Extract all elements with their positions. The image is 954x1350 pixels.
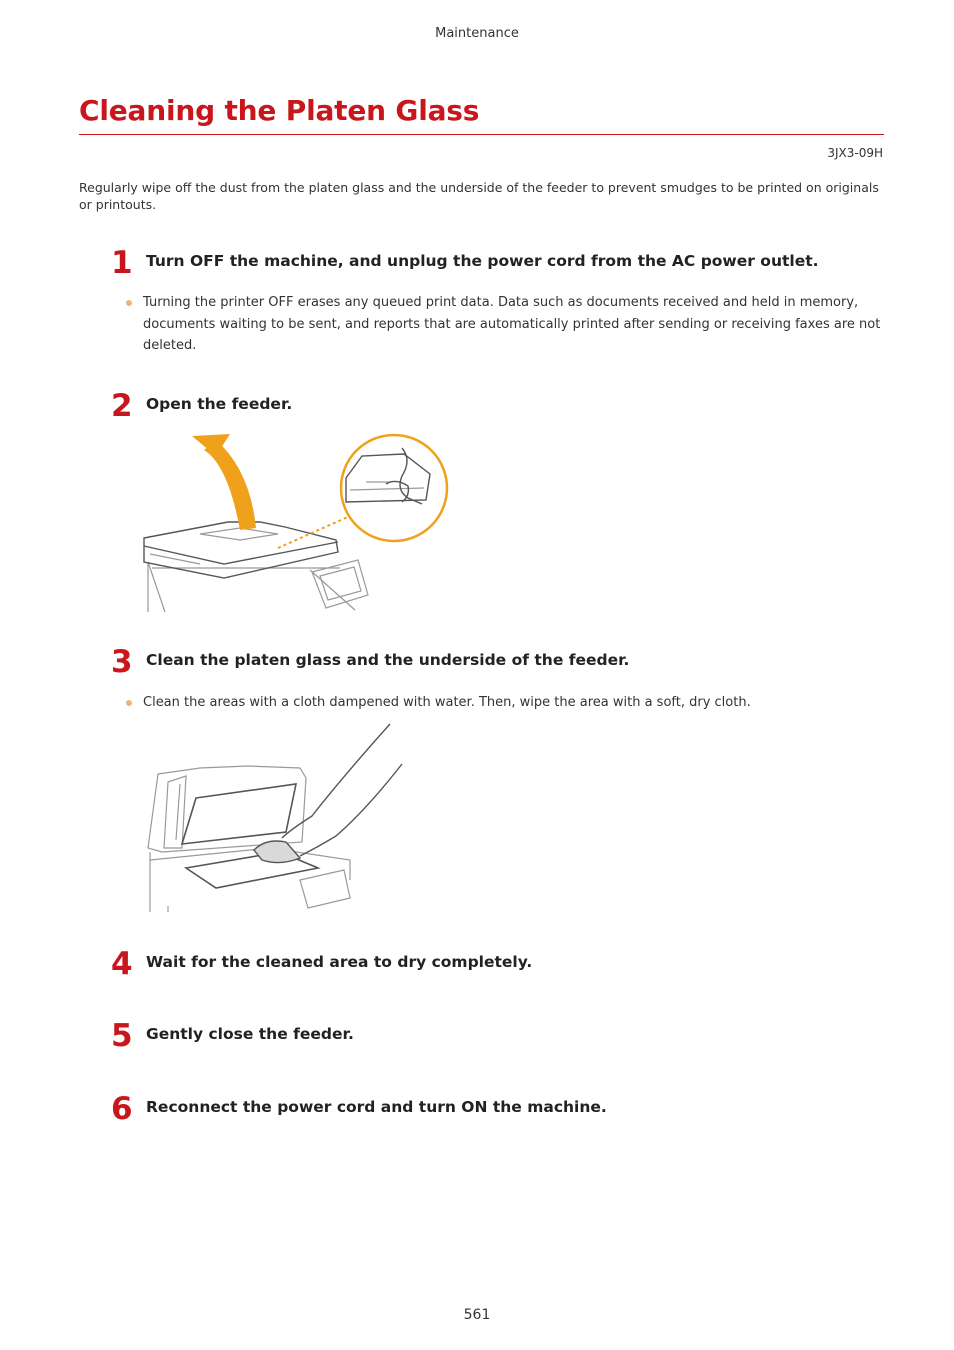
running-header: Maintenance [435, 26, 519, 41]
step-1-note: Turning the printer OFF erases any queued print data. Data such as documents received and held in memory, documents waiting to be sent, and reports that are automatically printed after sending or receiving faxes are not deleted. [143, 295, 881, 353]
intro-paragraph: Regularly wipe off the dust from the platen glass and the underside of the feeder to prevent smudges to be printed on originals or printouts. [79, 180, 879, 212]
step-3-number: 3 [111, 644, 133, 680]
bullet-icon [126, 300, 132, 306]
step-1-text: Turn OFF the machine, and unplug the power cord from the AC power outlet. [146, 252, 819, 270]
page-title: Cleaning the Platen Glass [79, 94, 480, 127]
step-4-text: Wait for the cleaned area to dry completely. [146, 953, 533, 971]
clean-platen-illustration [140, 720, 410, 912]
step-5-number: 5 [111, 1018, 133, 1054]
step-1-number: 1 [111, 245, 133, 281]
bullet-icon [126, 700, 132, 706]
step-4-number: 4 [111, 946, 133, 982]
step-2-number: 2 [111, 388, 133, 424]
step-6-number: 6 [111, 1091, 133, 1127]
step-5-text: Gently close the feeder. [146, 1025, 354, 1043]
step-3-text: Clean the platen glass and the underside of the feeder. [146, 651, 630, 669]
step-3-note: Clean the areas with a cloth dampened with water. Then, wipe the area with a soft, dry cloth. [143, 695, 751, 710]
title-divider [79, 134, 884, 135]
step-6-text: Reconnect the power cord and turn ON the machine. [146, 1098, 607, 1116]
step-2-text: Open the feeder. [146, 395, 293, 413]
document-id: 3JX3-09H [827, 146, 883, 160]
open-feeder-illustration [140, 430, 460, 612]
page-number: 561 [463, 1307, 491, 1323]
